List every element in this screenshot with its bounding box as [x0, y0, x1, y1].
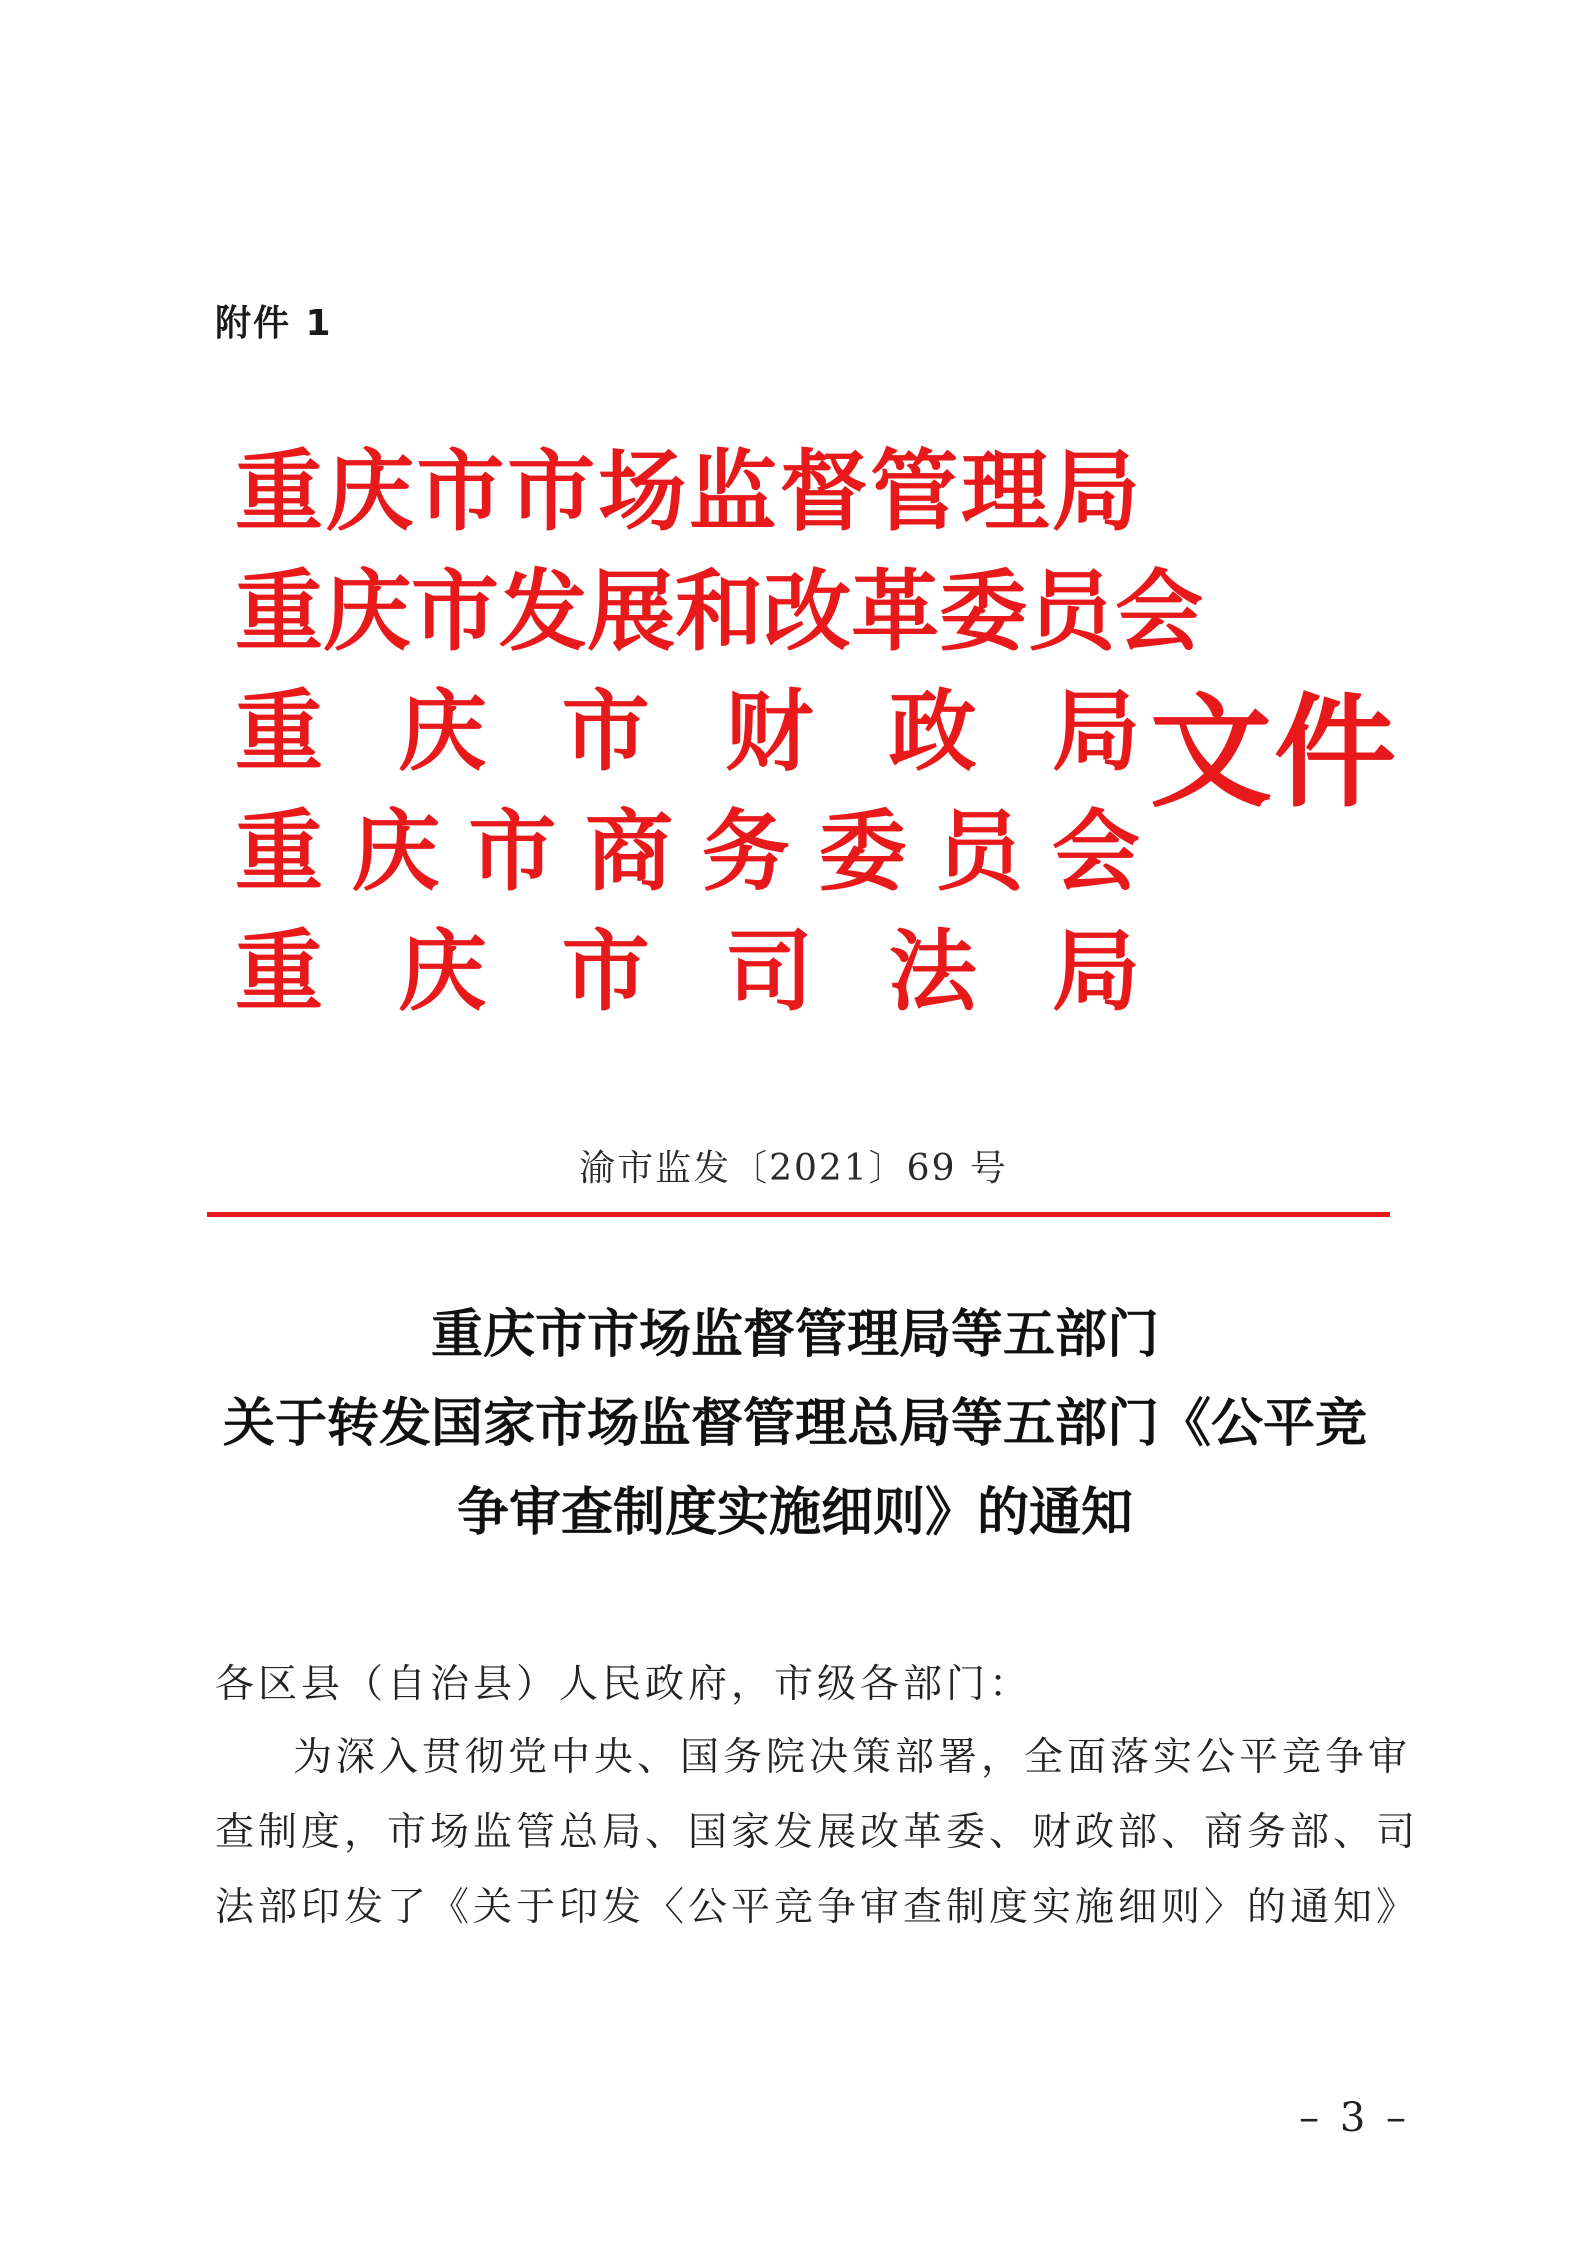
issuer-line-commerce: 重 庆 市 商 务 委 员 会: [235, 799, 1140, 903]
body-text: [215, 1650, 1420, 1945]
body-paragraph: [215, 1720, 1420, 1945]
issuer-line-market-regulation: 重 庆 市 市 场 监 督 管 理 局: [235, 439, 1140, 543]
issuer-line-justice: 重 庆 市 司 法 局: [235, 919, 1140, 1023]
salutation: 各区县（自治县）人民政府，市级各部门：: [215, 1662, 1033, 1707]
red-separator-line: [207, 1212, 1390, 1217]
document-number: 渝市监发〔2021〕69 号: [579, 1148, 1008, 1189]
page-number: – 3 –: [1299, 2095, 1410, 2141]
paragraph-line-1: 为深入贯彻党中央、国务院决策部署，全面落实公平竞争审: [293, 1735, 1412, 1780]
paragraph-line-3: 法部印发了《关于印发〈公平竞争审查制度实施细则〉的通知》: [215, 1885, 1420, 1930]
title-line-2: 关于转发国家市场监督管理总局等五部门《公平竞: [222, 1393, 1367, 1454]
document-title: [200, 1290, 1390, 1557]
title-line-3: 争审查制度实施细则》的通知: [456, 1482, 1133, 1543]
document-suffix: 文件: [1150, 680, 1398, 824]
issuer-line-finance: 重 庆 市 财 政 局: [235, 679, 1140, 783]
title-line-1: 重庆市市场监督管理局等五部门: [430, 1304, 1159, 1365]
paragraph-line-2: 查制度，市场监管总局、国家发展改革委、财政部、商务部、司: [215, 1810, 1420, 1855]
issuer-block: [235, 430, 1398, 1030]
issuer-line-development-reform: 重 庆 市 发 展 和 改 革 委 员 会: [235, 559, 1204, 663]
attachment-label: 附件 1: [215, 303, 333, 344]
